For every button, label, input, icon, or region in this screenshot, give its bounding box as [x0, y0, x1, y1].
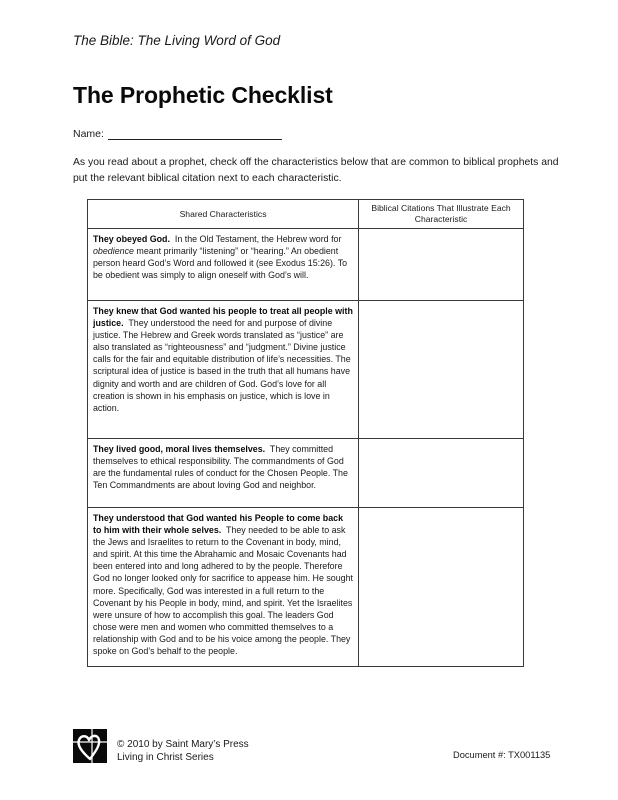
citation-cell[interactable]: [359, 439, 524, 508]
table-row: [88, 229, 524, 301]
series-name: Living in Christ Series: [117, 752, 214, 763]
name-label: Name:: [73, 128, 104, 140]
column-header-biblical-citations: Biblical Citations That Illustrate Each Characteristic: [359, 200, 524, 229]
series-title: The Bible: The Living Word of God: [73, 33, 281, 48]
characteristic-body: They committed themselves to ethical responsibility. The commandments of God are the fundamental rules of conduct for the Chosen People. The Ten Commandments are about loving God and neighbor.: [93, 444, 348, 491]
characteristic-cell: [88, 301, 359, 439]
characteristic-cell: [88, 229, 359, 301]
column-header-shared-characteristics: Shared Characteristics: [88, 200, 359, 229]
page-title: The Prophetic Checklist: [73, 82, 333, 108]
citation-cell[interactable]: [359, 508, 524, 667]
citation-cell[interactable]: [359, 301, 524, 439]
characteristic-body: They understood the need for and purpose of divine justice. The Hebrew and Greek words translated as “justice” are also translated as “righteousness” and “judgment.” Divine justice calls for the fair and equitable distribution of life’s necessities. The scriptural idea of justice is based in the truth that all humans have dignity and worth and are children of God. God’s love for all creation is shown in his emphasis on justice, which is love in action.: [93, 318, 351, 413]
instructions: As you read about a prophet, check off the characteristics below that are common to biblical prophets and put the relevant biblical citation next to each characteristic.: [73, 157, 559, 184]
characteristic-cell: [88, 508, 359, 667]
characteristic-body: They needed to be able to ask the Jews and Israelites to return to the Covenant in body, mind, and spirit. At this time the Abrahamic and Mosaic Covenants had been entered into and long adhered to by the people. Therefore God no longer looked only for sacrifice to appease him. He sought more. Specifically, God was interested in a full return to the Covenant by his People in body, mind, and spirit. Yet the Israelites were unsure of how to accomplish this goal. The leaders God chose were men and women who committed themselves to a relationship with God and to be his voice among the people. They spoke on God’s behalf to the people.: [93, 525, 353, 657]
characteristic-title: They knew that God wanted his people to treat all people with justice.: [93, 306, 353, 329]
name-field-row: [73, 128, 282, 140]
copyright-text: © 2010 by Saint Mary’s Press: [117, 739, 249, 750]
characteristic-body-cont: meant primarily “listening” or “hearing.” An obedient person heard God’s Word and followed it (see Exodus 15:26). To be obedient was simply to align oneself with God’s will.: [93, 246, 348, 281]
document-number: Document #: TX001135: [453, 750, 551, 760]
footer-copyright-block: [117, 738, 249, 764]
characteristic-title: They lived good, moral lives themselves.: [93, 444, 266, 454]
heart-cross-logo-icon: [73, 729, 107, 763]
table-row: [88, 508, 524, 667]
table-header-row: [88, 200, 524, 229]
characteristic-title: They understood that God wanted his People to come back to him with their whole selves.: [93, 513, 344, 536]
characteristic-title: They obeyed God.: [93, 234, 170, 244]
table-row: [88, 301, 524, 439]
table-row: [88, 439, 524, 508]
name-input-line[interactable]: [108, 129, 282, 140]
characteristic-body-italic: obedience: [93, 246, 134, 257]
characteristic-cell: [88, 439, 359, 508]
citation-cell[interactable]: [359, 229, 524, 301]
prophetic-checklist-table: [87, 199, 524, 667]
characteristic-body: In the Old Testament, the Hebrew word for: [174, 234, 342, 244]
